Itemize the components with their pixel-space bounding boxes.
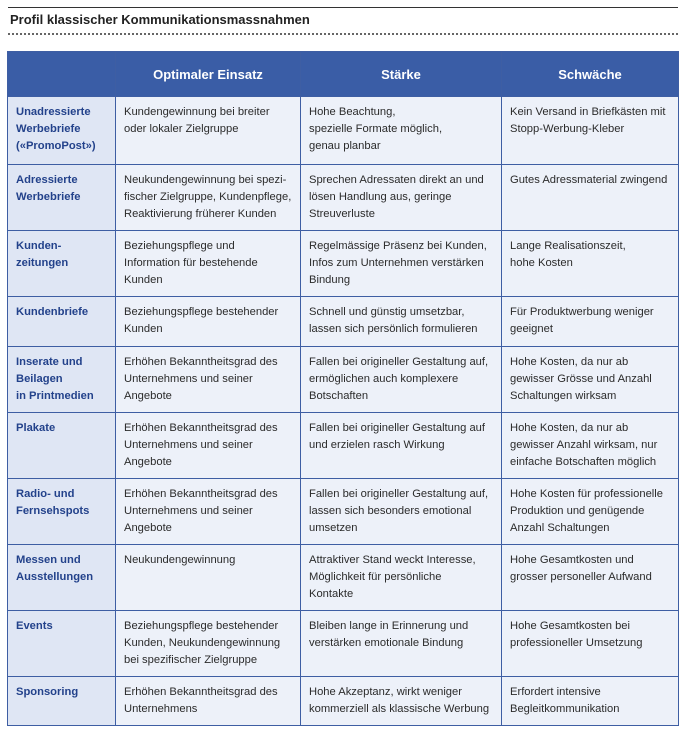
cell-schwaeche: Gutes Adressmaterial zwingend [502,165,679,231]
cell-staerke: Fallen bei origineller Gestaltung auf, lassen sich besonders emotional umsetzen [301,479,502,545]
cell-schwaeche: Erfordert intensive Begleitkommunikation [502,677,679,726]
row-label: Plakate [8,413,116,479]
cell-einsatz: Kundengewinnung bei breiter oder lokaler Zielgruppe [116,97,301,165]
row-label: Unadressierte Werbebriefe («PromoPost») [8,97,116,165]
table-header-row [8,52,679,97]
header-staerke: Stärke [301,52,502,97]
cell-schwaeche: Hohe Gesamtkosten bei professioneller Umsetzung [502,611,679,677]
cell-staerke: Fallen bei origineller Gestaltung auf, ermöglichen auch komplexere Botschaften [301,347,502,413]
row-label: Messen und Ausstellungen [8,545,116,611]
cell-einsatz: Neukundengewinnung bei spezi- fischer Zielgruppe, Kundenpflege, Reaktivierung früherer Kunden [116,165,301,231]
table-row [8,611,679,677]
table-row [8,479,679,545]
cell-einsatz: Beziehungspflege und Information für bestehende Kunden [116,231,301,297]
cell-staerke: Bleiben lange in Erinnerung und verstärken emotionale Bindung [301,611,502,677]
cell-einsatz: Erhöhen Bekanntheitsgrad des Unternehmens und seiner Angebote [116,413,301,479]
cell-staerke: Regelmässige Präsenz bei Kunden, Infos zum Unternehmen verstärken Bindung [301,231,502,297]
row-label: Radio- und Fernsehspots [8,479,116,545]
cell-staerke: Hohe Akzeptanz, wirkt weniger kommerziell als klassische Werbung [301,677,502,726]
cell-staerke: Attraktiver Stand weckt Interesse, Möglichkeit für persönliche Kontakte [301,545,502,611]
header-optimaler-einsatz: Optimaler Einsatz [116,52,301,97]
cell-einsatz: Beziehungspflege bestehender Kunden, Neukundengewinnung bei spezifischer Zielgruppe [116,611,301,677]
table-row [8,413,679,479]
table-row [8,97,679,165]
cell-einsatz: Beziehungspflege bestehender Kunden [116,297,301,347]
cell-schwaeche: Lange Realisationszeit, hohe Kosten [502,231,679,297]
table-row [8,231,679,297]
top-rule [8,7,678,8]
cell-staerke: Sprechen Adressaten direkt an und lösen Handlung aus, geringe Streuverluste [301,165,502,231]
measures-table [7,51,679,726]
cell-schwaeche: Hohe Kosten, da nur ab gewisser Grösse und Anzahl Schaltungen wirksam [502,347,679,413]
cell-schwaeche: Für Produktwerbung weniger geeignet [502,297,679,347]
table-row [8,677,679,726]
cell-schwaeche: Hohe Kosten, da nur ab gewisser Anzahl wirksam, nur einfache Botschaften möglich [502,413,679,479]
cell-schwaeche: Kein Versand in Briefkästen mit Stopp-Werbung-Kleber [502,97,679,165]
header-schwaeche: Schwäche [502,52,679,97]
table-row [8,297,679,347]
table-row [8,545,679,611]
row-label: Adressierte Werbebriefe [8,165,116,231]
row-label: Sponsoring [8,677,116,726]
cell-einsatz: Erhöhen Bekanntheitsgrad des Unternehmens [116,677,301,726]
cell-staerke: Hohe Beachtung, spezielle Formate möglich, genau planbar [301,97,502,165]
header-blank [8,52,116,97]
row-label: Events [8,611,116,677]
cell-schwaeche: Hohe Kosten für professionelle Produktion und genügende Anzahl Schaltungen [502,479,679,545]
cell-staerke: Fallen bei origineller Gestaltung auf und erzielen rasch Wirkung [301,413,502,479]
cell-einsatz: Erhöhen Bekanntheitsgrad des Unternehmens und seiner Angebote [116,479,301,545]
dotted-divider [8,33,678,35]
document-title: Profil klassischer Kommunikationsmassnahmen [10,12,310,27]
table-row [8,347,679,413]
row-label: Kunden- zeitungen [8,231,116,297]
row-label: Kundenbriefe [8,297,116,347]
cell-einsatz: Erhöhen Bekanntheitsgrad des Unternehmens und seiner Angebote [116,347,301,413]
cell-einsatz: Neukundengewinnung [116,545,301,611]
table-row [8,165,679,231]
cell-staerke: Schnell und günstig umsetzbar, lassen sich persönlich formulieren [301,297,502,347]
row-label: Inserate und Beilagen in Printmedien [8,347,116,413]
cell-schwaeche: Hohe Gesamtkosten und grosser personeller Aufwand [502,545,679,611]
